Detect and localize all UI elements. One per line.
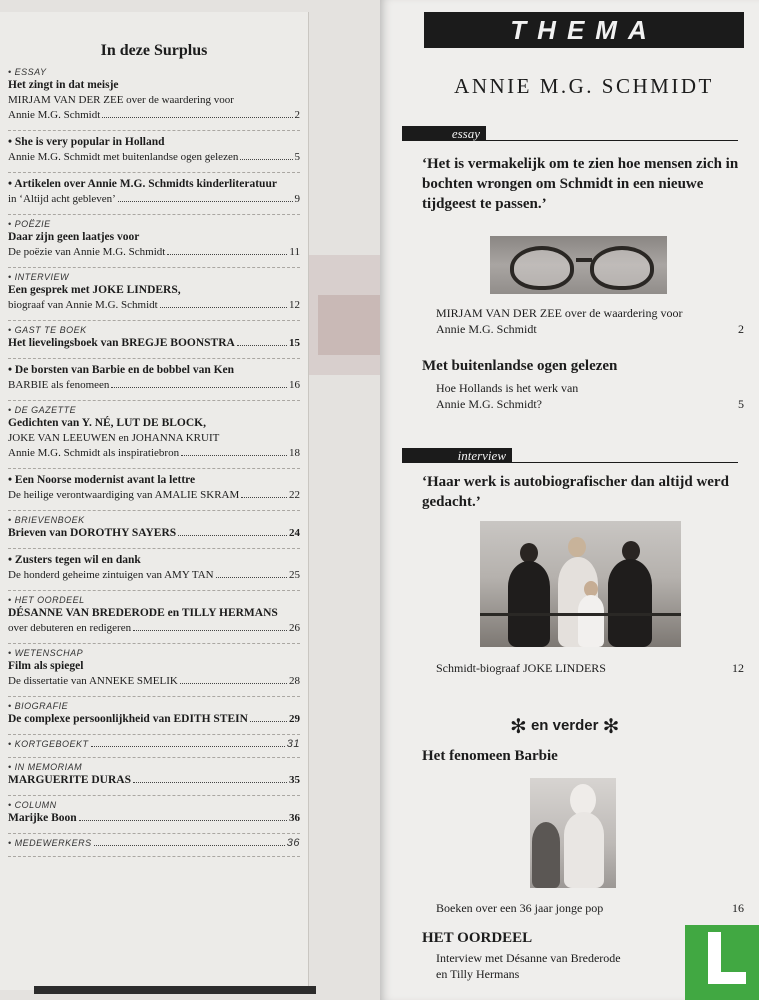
toc-entry-subtitle: De honderd geheime zintuigen van AMY TAN (8, 569, 214, 581)
toc-dot-leader (111, 386, 287, 388)
interview-section-bar: interview (402, 448, 512, 463)
toc-entry-row (8, 526, 300, 541)
toc-entry-row (8, 621, 300, 636)
toc-entry-subtitle: De heilige verontwaardiging van AMALIE SKRAM (8, 489, 240, 501)
toc-entry-title: • Artikelen over Annie M.G. Schmidts kinderliteratuur (8, 178, 277, 190)
toc-entry-title: Een gesprek met JOKE LINDERS, (8, 284, 181, 296)
oordeel-caption-line-2: en Tilly Hermans (436, 967, 520, 981)
toc-dot-leader (178, 534, 287, 536)
toc-entry (8, 553, 300, 595)
toc-entry-subtitle: JOKE VAN LEEUWEN en JOHANNA KRUIT (8, 432, 220, 444)
toc-entry-row (8, 712, 300, 727)
issue-title: ANNIE M.G. SCHMIDT (454, 74, 714, 98)
toc-page-number: 29 (289, 713, 300, 725)
glasses-bridge-shape (576, 258, 592, 262)
toc-entry-row (8, 298, 300, 313)
toc-page-number: 36 (289, 812, 300, 824)
toc-entry-subtitle: over debuteren en redigeren (8, 622, 132, 634)
essay-section-rule (486, 140, 738, 141)
toc-page-number: 9 (294, 193, 300, 205)
toc-entry-title: MARGUERITE DURAS (8, 774, 131, 786)
toc-page-number: 24 (289, 527, 300, 539)
foreign-caption (436, 380, 744, 412)
toc-entry (8, 648, 300, 701)
toc-entry-row (8, 838, 300, 849)
toc-dot-leader (216, 576, 287, 578)
toc-entry (8, 595, 300, 648)
railing-shape (480, 613, 681, 616)
asterisk-icon: ✻ (602, 716, 620, 738)
foreign-heading: Met buitenlandse ogen gelezen (422, 358, 618, 374)
right-page (380, 0, 759, 1000)
toc-entry-subtitle: MIRJAM VAN DER ZEE over de waardering voor (8, 94, 234, 106)
essay-quote: ‘Het is vermakelijk om te zien hoe mensen zich in bochten wrongen om Schmidt in een nieuwe tijdgeest te passen.’ (422, 156, 739, 212)
toc-entry-title: Brieven van DOROTHY SAYERS (8, 527, 177, 539)
toc-title: In deze Surplus (100, 42, 208, 59)
toc-category: • ESSAY (8, 67, 47, 77)
toc-panel-shadow (34, 986, 316, 994)
toc-dot-leader (118, 200, 293, 202)
barbie-figure (564, 812, 604, 888)
person-4-figure (608, 559, 652, 647)
toc-entry (8, 135, 300, 177)
toc-dot-leader (250, 720, 287, 722)
toc-page-number: 22 (289, 489, 300, 501)
toc-entry-row (8, 739, 300, 750)
toc-page-number: 5 (294, 151, 300, 163)
toc-entry-subtitle: Annie M.G. Schmidt (8, 109, 101, 121)
person-1-figure (508, 561, 550, 647)
catalog-l-logo-icon (708, 932, 746, 984)
foreign-caption-line-1: Hoe Hollands is het werk van (436, 381, 579, 395)
glasses-photo (490, 236, 667, 294)
toc-entry-row (8, 150, 300, 165)
toc-entry-row (8, 336, 300, 351)
essay-caption-line-2: Annie M.G. Schmidt (436, 322, 537, 336)
toc-page-number: 35 (289, 774, 300, 786)
toc-category: • WETENSCHAP (8, 648, 84, 658)
toc-entry (8, 405, 300, 473)
toc-entry-row (8, 674, 300, 689)
interview-page-number: 12 (732, 661, 744, 675)
toc-entry (8, 272, 300, 325)
show-through-mark-inner (318, 295, 380, 355)
foreign-caption-line-2: Annie M.G. Schmidt? (436, 397, 542, 411)
toc-category: • KORTGEBOEKT (8, 739, 89, 749)
toc-entry-title: Het lievelingsboek van BREGJE BOONSTRA (8, 337, 235, 349)
toc-category: • BRIEVENBOEK (8, 515, 85, 525)
toc-page-number: 36 (286, 837, 300, 849)
oordeel-heading: HET OORDEEL (422, 930, 533, 946)
toc-dot-leader (241, 496, 287, 498)
toc-entry-title: • De borsten van Barbie en de bobbel van Ken (8, 364, 235, 376)
toc-entry (8, 219, 300, 272)
essay-section-bar: essay (402, 126, 486, 141)
toc-page-number: 15 (289, 337, 300, 349)
toc-category: • HET OORDEEL (8, 595, 85, 605)
logo-foot-shape (708, 972, 746, 984)
toc-list (8, 67, 300, 861)
toc-dot-leader (181, 454, 287, 456)
toc-entry-subtitle: biograaf van Annie M.G. Schmidt (8, 299, 158, 311)
toc-page-number: 26 (289, 622, 300, 634)
barbie-heading: Het fenomeen Barbie (422, 748, 558, 764)
toc-entry-title: Marijke Boon (8, 812, 77, 824)
person-1-head (520, 543, 538, 563)
toc-entry (8, 838, 300, 861)
toc-entry-title: Gedichten van Y. NÉ, LUT DE BLOCK, (8, 417, 206, 429)
toc-entry (8, 701, 300, 739)
toc-entry-subtitle: BARBIE als fenomeen (8, 379, 110, 391)
toc-entry-row (8, 108, 300, 123)
barbie-page-number: 16 (732, 901, 744, 915)
interview-caption: Schmidt-biograaf JOKE LINDERS (436, 661, 606, 675)
toc-dot-leader (160, 306, 287, 308)
essay-caption (436, 305, 744, 337)
barbie-caption-row (436, 900, 744, 916)
toc-category: • BIOGRAFIE (8, 701, 69, 711)
interview-section-rule (512, 462, 738, 463)
essay-page-number: 2 (738, 322, 744, 336)
toc-entry-row (8, 192, 300, 207)
toc-category: • COLUMN (8, 800, 57, 810)
toc-entry (8, 67, 300, 135)
interview-caption-row (436, 660, 744, 676)
barbie-photo (530, 778, 616, 888)
toc-entry-row (8, 568, 300, 583)
toc-page-number: 2 (294, 109, 300, 121)
toc-entry-title: Het zingt in dat meisje (8, 79, 119, 91)
person-2-head (568, 537, 586, 557)
toc-dot-leader (133, 781, 287, 783)
toc-entry-title: DÉSANNE VAN BREDERODE en TILLY HERMANS (8, 607, 278, 619)
toc-entry (8, 800, 300, 838)
toc-entry (8, 363, 300, 405)
toc-entry-title: • She is very popular in Holland (8, 136, 165, 148)
toc-page-number: 25 (289, 569, 300, 581)
right-lens-shape (590, 246, 654, 290)
foreign-page-number: 5 (738, 397, 744, 411)
toc-dot-leader (167, 253, 287, 255)
toc-category: • INTERVIEW (8, 272, 69, 282)
toc-panel (0, 12, 309, 990)
toc-page-number: 31 (286, 738, 300, 750)
toc-page-number: 12 (289, 299, 300, 311)
toc-dot-leader (102, 116, 292, 118)
toc-page-number: 28 (289, 675, 300, 687)
toc-entry-subtitle: in ‘Altijd acht gebleven’ (8, 193, 116, 205)
toc-category: • GAST TE BOEK (8, 325, 87, 335)
toc-dot-leader (91, 745, 285, 747)
toc-page-number: 11 (289, 246, 300, 258)
toc-entry-subtitle: De poëzie van Annie M.G. Schmidt (8, 246, 166, 258)
ken-figure (532, 822, 560, 888)
toc-entry-row (8, 811, 300, 826)
en-verder-label: en verder (530, 717, 599, 734)
toc-entry (8, 762, 300, 800)
toc-dot-leader (94, 844, 285, 846)
toc-entry-row (8, 773, 300, 788)
toc-entry-subtitle: Annie M.G. Schmidt met buitenlandse ogen gelezen (8, 151, 239, 163)
toc-dot-leader (237, 344, 287, 346)
toc-entry-title: • Zusters tegen wil en dank (8, 554, 141, 566)
toc-entry-title: Daar zijn geen laatjes voor (8, 231, 140, 243)
barbie-caption: Boeken over een 36 jaar jonge pop (436, 901, 604, 915)
toc-page-number: 18 (289, 447, 300, 459)
toc-entry-title: • Een Noorse modernist avant la lettre (8, 474, 196, 486)
toc-dot-leader (133, 629, 287, 631)
toc-entry-subtitle: De dissertatie van ANNEKE SMELIK (8, 675, 178, 687)
toc-category: • IN MEMORIAM (8, 762, 83, 772)
toc-dot-leader (79, 819, 287, 821)
foreign-caption-row (436, 396, 744, 412)
toc-page-number: 16 (289, 379, 300, 391)
toc-entry-title: De complexe persoonlijkheid van EDITH STEIN (8, 713, 248, 725)
interview-quote: ‘Haar werk is autobiografischer dan altijd werd gedacht.’ (422, 474, 729, 510)
toc-entry-row (8, 446, 300, 461)
toc-entry (8, 739, 300, 762)
essay-caption-row (436, 321, 744, 337)
toc-category: • DE GAZETTE (8, 405, 77, 415)
toc-dot-leader (240, 158, 292, 160)
toc-entry (8, 325, 300, 363)
left-lens-shape (510, 246, 574, 290)
toc-entry-row (8, 488, 300, 503)
toc-entry (8, 473, 300, 515)
person-4-head (622, 541, 640, 561)
joke-linders-group-photo (480, 521, 681, 647)
toc-entry-subtitle: Annie M.G. Schmidt als inspiratiebron (8, 447, 180, 459)
oordeel-caption-line-1: Interview met Désanne van Brederode (436, 951, 621, 965)
asterisk-icon: ✻ (510, 716, 527, 738)
person-3-figure (578, 595, 604, 647)
toc-entry-title: Film als spiegel (8, 660, 84, 672)
toc-entry (8, 177, 300, 219)
toc-category: • MEDEWERKERS (8, 838, 92, 848)
en-verder-divider (510, 714, 619, 739)
toc-category: • POËZIE (8, 219, 51, 229)
thema-banner: THEMA (424, 12, 744, 48)
essay-caption-line-1: MIRJAM VAN DER ZEE over de waardering voor (436, 306, 683, 320)
toc-entry-row (8, 245, 300, 260)
toc-dot-leader (180, 682, 287, 684)
toc-entry (8, 515, 300, 553)
toc-entry-row (8, 378, 300, 393)
